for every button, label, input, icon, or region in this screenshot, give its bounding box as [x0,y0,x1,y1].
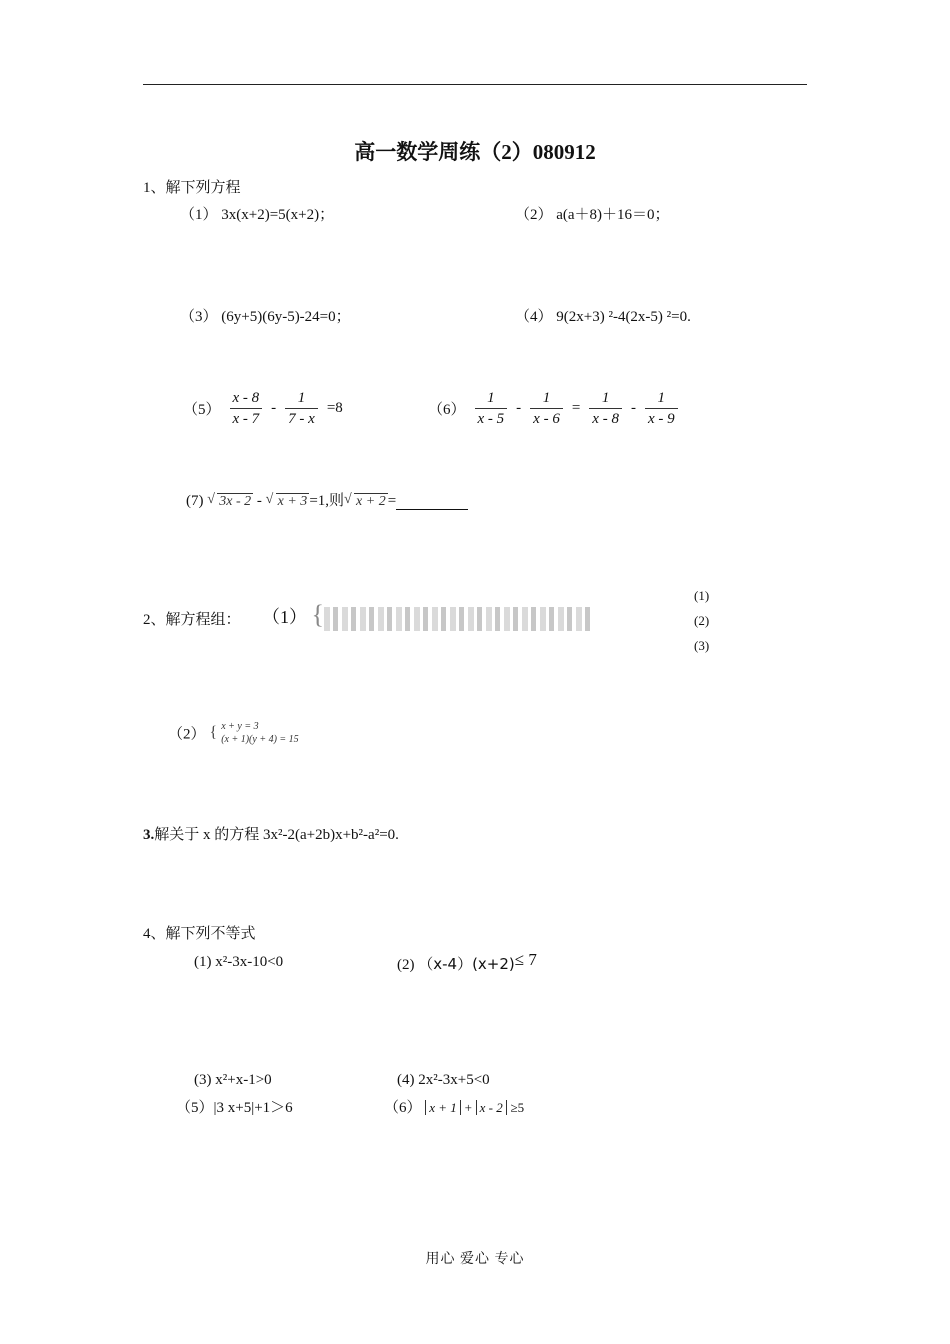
fraction: $\frac{1}{x - 6}$ [530,388,563,429]
fraction: $\frac{1}{x - 9}$ [645,388,678,429]
problem-1-5-label: （5） [183,402,221,418]
header-rule [143,84,807,85]
section1-heading: 1、解下列方程 [143,180,241,196]
sqrt: √ x + 3 [266,494,310,510]
fraction: $\frac{1}{x - 8}$ [589,388,622,429]
system-1-equations-image [324,607,594,631]
problem-1-4: （4） 9(2x+3) ²-4(2x-5) ²=0. [515,309,691,325]
page-title: 高一数学周练（2）080912 [354,140,596,164]
fraction: $\frac{1}{x - 5}$ [475,388,508,429]
answer-blank [396,497,468,510]
fraction: $\frac{x - 8}{x - 7}$ [230,388,263,429]
problem-4-3: (3) x²+x-1>0 [194,1072,272,1088]
problem-4-6: （6） x + 1 + x - 2 ≥5 [384,1100,525,1116]
section2-heading: 2、解方程组： [143,612,241,628]
system-1: （1） { [262,600,594,631]
problem-1-6: （6） $\frac{1}{x - 5}$ - $\frac{1}{x - 6}$ = $\frac{1}{x - 8}$ - $\frac{1}{x - 9}$ [425,388,680,429]
problem-4-4: (4) 2x²-3x+5<0 [397,1072,490,1088]
problem-1-6-label: （6） [428,402,466,418]
problem-4-1: (1) x²-3x-10<0 [194,954,284,970]
problem-1-3: （3） (6y+5)(6y-5)-24=0； [180,309,351,325]
problem-1-5: （5） $\frac{x - 8}{x - 7}$ - $\frac{1}{7 - x}$ =8 [183,390,343,427]
problem-4-5: （5）|3 x+5|+1＞6 [176,1100,293,1116]
fraction: $\frac{1}{7 - x}$ [285,388,318,429]
page-footer: 用心 爱心 专心 [425,1252,525,1267]
equation-tags: (1) (2) (3) [694,588,710,653]
problem-4-2: (2) （x-4）(x+2)≤ 7 [397,950,537,973]
problem-1-7: (7) √ 3x - 2 - √ x + 3 =1,则√ x + 2 = [186,489,468,510]
section4-heading: 4、解下列不等式 [143,926,256,942]
sqrt: √ x + 2 [344,494,388,510]
problem-3: 3.解关于 x 的方程 3x²-2(a+2b)x+b²-a²=0. [143,827,399,843]
problem-1-1: （1） 3x(x+2)=5(x+2)； [180,207,335,223]
sqrt: √ 3x - 2 [207,494,253,510]
problem-1-2: （2） a(a＋8)＋16＝0； [515,207,670,223]
system-2: （2） { x + y = 3 (x + 1)(y + 4) = 15 [168,721,299,745]
